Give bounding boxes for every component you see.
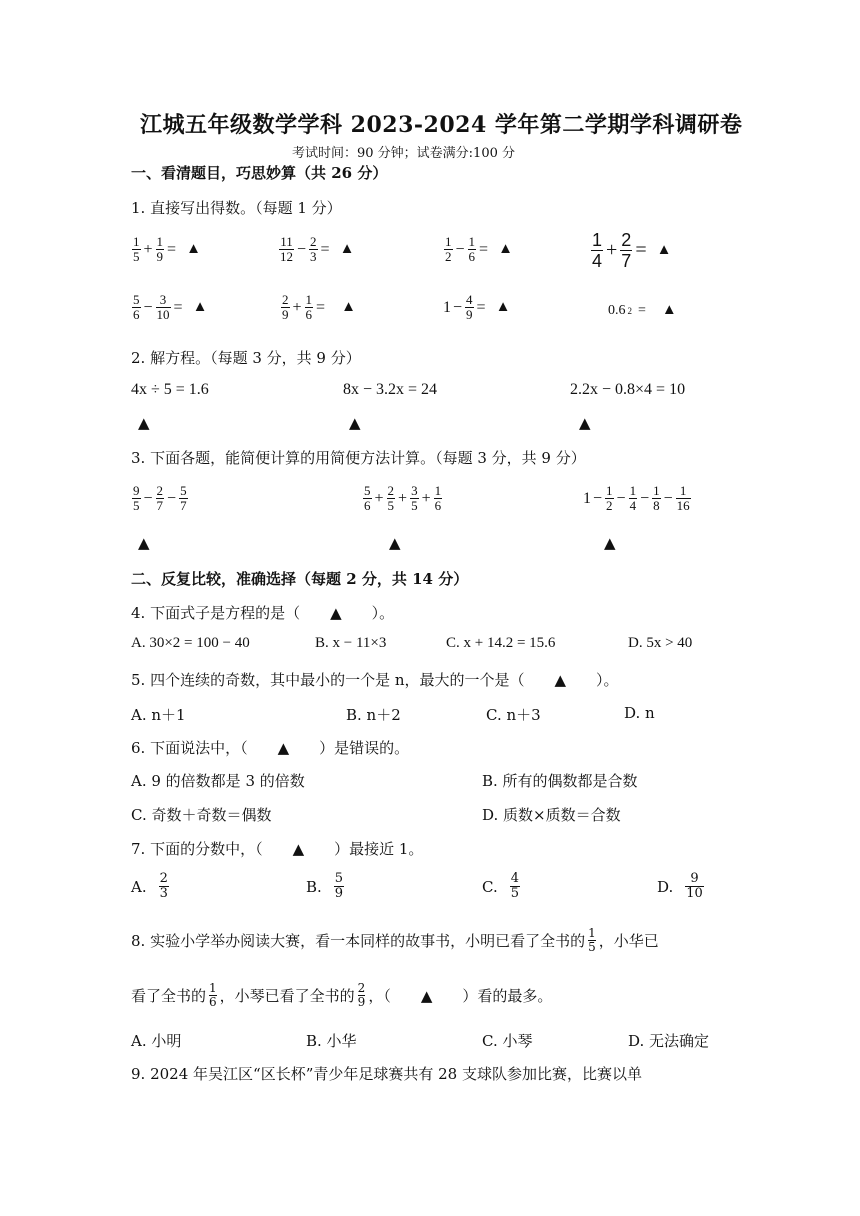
expr-2-1: $\frac{5}{6}$ − $\frac{3}{10}$ = ▲ <box>133 292 208 322</box>
answer-mark: ▲ <box>192 299 208 315</box>
q4-option-a: A. 30×2 = 100 − 40 <box>131 635 250 651</box>
q5-option-a: A. n＋1 <box>131 706 186 724</box>
expr-1-3: $\frac{1}{2}$ − $\frac{1}{6}$ = ▲ <box>445 234 513 264</box>
page-subtitle: 考试时间：90 分钟；试卷满分:100 分 <box>292 146 515 161</box>
expr-1-2: $\frac{11}{12}$ − $\frac{2}{3}$ = ▲ <box>280 234 355 264</box>
answer-mark: ▲ <box>661 302 677 318</box>
answer-mark: ▲ <box>138 534 150 552</box>
equation-1: 4x ÷ 5 = 1.6 <box>131 381 209 398</box>
answer-mark: ▲ <box>138 414 150 432</box>
answer-mark: ▲ <box>186 241 201 257</box>
answer-mark: ▲ <box>389 534 401 552</box>
answer-mark: ▲ <box>339 241 355 257</box>
question-7: 7. 下面的分数中，（ ▲ ）最接近 1。 <box>131 840 424 858</box>
q6-option-c: C. 奇数＋奇数＝偶数 <box>131 806 272 824</box>
expr-1-1: $\frac{1}{5}$ + $\frac{1}{9}$ = ▲ <box>133 234 201 264</box>
q4-option-b: B. x − 11×3 <box>315 635 387 651</box>
section-2-heading: 二、反复比较，准确选择（每题 2 分，共 14 分） <box>131 570 469 588</box>
answer-mark: ▲ <box>656 242 672 258</box>
section-1-heading: 一、看清题目，巧思妙算（共 26 分） <box>131 164 388 182</box>
answer-mark: ▲ <box>498 241 513 257</box>
q6-option-d: D. 质数×质数＝合数 <box>482 806 621 824</box>
answer-mark: ▲ <box>349 414 361 432</box>
q8-option-a: A. 小明 <box>131 1032 182 1050</box>
question-1: 1. 直接写出得数。（每题 1 分） <box>131 199 342 217</box>
answer-mark: ▲ <box>341 299 356 315</box>
expr-2-2: $\frac{2}{9}$ + $\frac{1}{6}$ = ▲ <box>282 292 356 322</box>
q5-option-b: B. n＋2 <box>346 706 401 724</box>
q8-option-c: C. 小琴 <box>482 1032 533 1050</box>
question-8-line-2: 看了全书的 $\frac{1}{6}$ ，小琴已看了全书的 $\frac{2}{9}$ ，（ ▲ ）看的最多。 <box>131 981 553 1009</box>
page-title: 江城五年级数学学科 2023-2024 学年第二学期学科调研卷 <box>140 112 743 138</box>
equation-2: 8x − 3.2x = 24 <box>343 381 438 398</box>
question-9: 9. 2024 年吴江区“区长杯”青少年足球赛共有 28 支球队参加比赛，比赛以单 <box>131 1065 642 1083</box>
q6-option-a: A. 9 的倍数都是 3 的倍数 <box>131 772 305 790</box>
simplify-expr-3: 1 − $\frac{1}{2}$ − $\frac{1}{4}$ − $\frac{1}{8}$ − $\frac{1}{16}$ <box>583 483 690 513</box>
question-2: 2. 解方程。（每题 3 分，共 9 分） <box>131 349 361 367</box>
q4-option-d: D. 5x > 40 <box>628 635 693 651</box>
q8-option-b: B. 小华 <box>306 1032 357 1050</box>
answer-mark: ▲ <box>604 534 616 552</box>
expr-2-3: 1 − $\frac{4}{9}$ = ▲ <box>443 292 511 322</box>
q6-option-b: B. 所有的偶数都是合数 <box>482 772 638 790</box>
question-3: 3. 下面各题，能简便计算的用简便方法计算。（每题 3 分，共 9 分） <box>131 449 586 467</box>
answer-mark: ▲ <box>579 414 591 432</box>
q7-option-b: B. $\frac{5}{9}$ <box>306 871 344 901</box>
question-8-line-1: 8. 实验小学举办阅读大赛，看一本同样的故事书，小明已看了全书的 $\frac{1}{5}$ ，小华已 <box>131 926 659 954</box>
q7-option-a: A. $\frac{2}{3}$ <box>131 871 168 901</box>
answer-mark: ▲ <box>495 299 511 315</box>
expr-2-4: 0.6 2 = ▲ <box>608 302 677 318</box>
simplify-expr-2: $\frac{5}{6}$ + $\frac{2}{5}$ + $\frac{3}{5}$ + $\frac{1}{6}$ <box>364 483 442 513</box>
q7-option-c: C. $\frac{4}{5}$ <box>482 871 519 901</box>
q4-option-c: C. x + 14.2 = 15.6 <box>446 635 556 651</box>
q5-option-d: D. n <box>624 704 655 722</box>
equation-3: 2.2x − 0.8×4 = 10 <box>570 381 686 398</box>
expr-1-4: $\frac{1}{4}$ + $\frac{2}{7}$ = ▲ <box>592 230 672 271</box>
question-5: 5. 四个连续的奇数，其中最小的一个是 n，最大的一个是（ ▲ ）。 <box>131 671 619 689</box>
question-6: 6. 下面说法中，（ ▲ ）是错误的。 <box>131 739 410 757</box>
q8-option-d: D. 无法确定 <box>628 1032 710 1050</box>
question-4: 4. 下面式子是方程的是（ ▲ ）。 <box>131 604 395 622</box>
simplify-expr-1: $\frac{9}{5}$ − $\frac{2}{7}$ − $\frac{5}{7}$ <box>133 483 187 513</box>
q5-option-c: C. n＋3 <box>486 706 541 724</box>
q7-option-d: D. $\frac{9}{10}$ <box>657 871 703 901</box>
